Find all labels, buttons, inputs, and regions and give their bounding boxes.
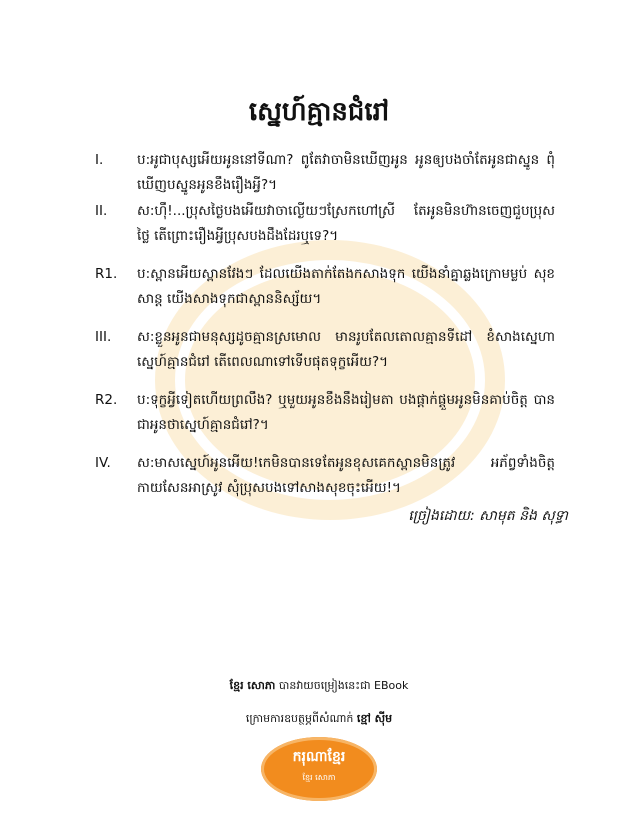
- singer-credit: ច្រៀងដោយ: សាមុត និង សុទ្ធា: [408, 508, 568, 524]
- verse-marker: II.: [95, 203, 108, 219]
- verse-3: [95, 262, 555, 312]
- verse-marker: III.: [95, 329, 112, 345]
- verse-2: [95, 199, 555, 249]
- ebook-note: បានវាយចម្រៀងនេះជា EBook: [278, 679, 409, 692]
- verse-5: [95, 388, 555, 438]
- logo-title: ករុណាខ្មែរ: [292, 749, 346, 765]
- verse-text: ស:ខ្លួនអូនជាមនុស្សដូចគ្មានស្រមោល មានរូបតែលតោលគ្មានទីដៅ ខំសាងស្នេហា ស្នេហ៍គ្មានជំរៅ តើពេលណាទៅទើបផុតទុក្ខអើយ?។: [137, 329, 555, 370]
- verse-4: [95, 325, 555, 375]
- ebook-credit: [0, 679, 638, 695]
- verse-marker: R1.: [95, 266, 118, 282]
- verse-text: ស:ហ៊ឹ!...ប្រុសថ្ងៃបងអើយវាចាល្ងើយៗស្រែកហៅស្រី តែអូនមិនហ៊ានចេញជួបប្រុស ថ្លៃ តើព្រោះរឿងអ្វីប្រុសបងដឹងដែរឬទេ?។: [137, 203, 555, 244]
- verse-marker: I.: [95, 152, 104, 168]
- verse-text: ប:ស្ពានអើយស្ពានវែងៗ ដែលយើងតាក់តែងកសាងទុក យើងនាំគ្នាឆ្លងក្រោមម្លប់ សុខសាន្ត យើងសាងទុកជាស្ពាននិស្ស័យ។: [137, 266, 555, 307]
- verse-text: ស:មាសស្នេហ៍អូនអើយ!កេមិនបានទេតែអូនខុសគេកស្ពានមិនត្រូវ អភ័ព្វទាំងចិត្តកាយសែនអាស្រូវ សុំប្រុសបងទៅសាងសុខចុះអើយ!។: [137, 455, 555, 496]
- sponsor-prefix: ក្រោមការឧបត្ថម្ភពីសំណាក់: [245, 712, 354, 725]
- verse-marker: IV.: [95, 455, 111, 471]
- verse-text: ប:ទុក្ខអ្វីទៀតហើយព្រលឹង? ឬមួយអូនខឹងនឹងរៀមតា បងផ្ដាក់ផ្ដួមអូនមិនគាប់ចិត្ត បានជាអូនថាស្នេហ៍គ្មានជំរៅ?។: [137, 392, 555, 433]
- sponsor-credit: [0, 712, 638, 728]
- song-title: ស្នេហ៍គ្មានជំរៅ: [248, 97, 390, 127]
- verse-1: [95, 148, 555, 198]
- karuna-khmer-logo: [261, 737, 377, 801]
- brand-name: ខ្មែរ សោភា: [229, 679, 276, 692]
- verse-marker: R2.: [95, 392, 118, 408]
- verse-6: [95, 451, 555, 501]
- sponsor-name: ខ្មៅ ស៊ីម: [356, 712, 393, 725]
- logo-subtitle: ខ្មែរ សោភា: [302, 773, 336, 782]
- verse-text: ប:អូជាបុស្សអើយអូននៅទីណា? ពូតែវាចាមិនឃើញអូន អូនឲ្យបងចាំតែអូនជាស្នូន ពុំឃើញបស្នូនអូនខឹងរឿងអ្វី?។: [137, 152, 555, 193]
